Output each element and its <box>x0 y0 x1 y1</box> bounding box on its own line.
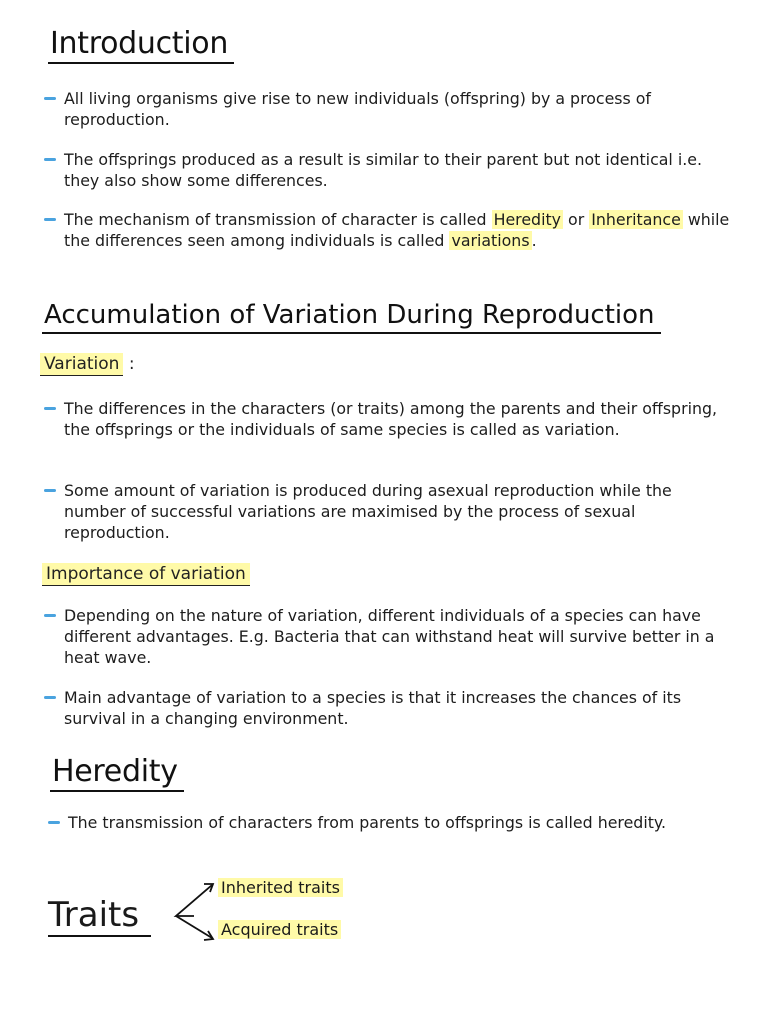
list-item: Depending on the nature of variation, different individuals of a species can have different advantages. E.g. Bacteria that can withstand heat will survive better in a heat wave. <box>44 605 734 668</box>
traits-heading: Traits <box>48 895 151 937</box>
list-item: The differences in the characters (or traits) among the parents and their offspring, the offsprings or the individuals of same species is called as variation. <box>44 398 734 440</box>
heredity-heading: Heredity <box>50 754 184 792</box>
inherited-traits-label: Inherited traits <box>218 878 343 897</box>
list-item: The mechanism of transmission of character is called Heredity or Inheritance while the differences seen among individuals is called variations . <box>44 209 734 251</box>
variation-subheading: Variation : <box>40 354 135 374</box>
highlight-inheritance: Inheritance <box>591 210 681 229</box>
list-item: Main advantage of variation to a species is that it increases the chances of its survival in a changing environment. <box>44 687 734 729</box>
list-item: Some amount of variation is produced during asexual reproduction while the number of successful variations are maximised by the process of sexual reproduction. <box>44 480 734 543</box>
highlight-heredity: Heredity <box>493 210 562 229</box>
introduction-heading: Introduction <box>48 26 234 64</box>
acquired-traits-label: Acquired traits <box>218 920 341 939</box>
accumulation-heading: Accumulation of Variation During Reproduction <box>42 300 661 334</box>
list-item: The transmission of characters from parents to offsprings is called heredity. <box>48 812 738 833</box>
highlight-variations: variations <box>451 231 530 250</box>
list-item: The offsprings produced as a result is similar to their parent but not identical i.e. they also show some differences. <box>44 149 734 191</box>
list-item: All living organisms give rise to new individuals (offspring) by a process of reproduction. <box>44 88 734 130</box>
importance-subheading: Importance of variation <box>42 564 250 584</box>
